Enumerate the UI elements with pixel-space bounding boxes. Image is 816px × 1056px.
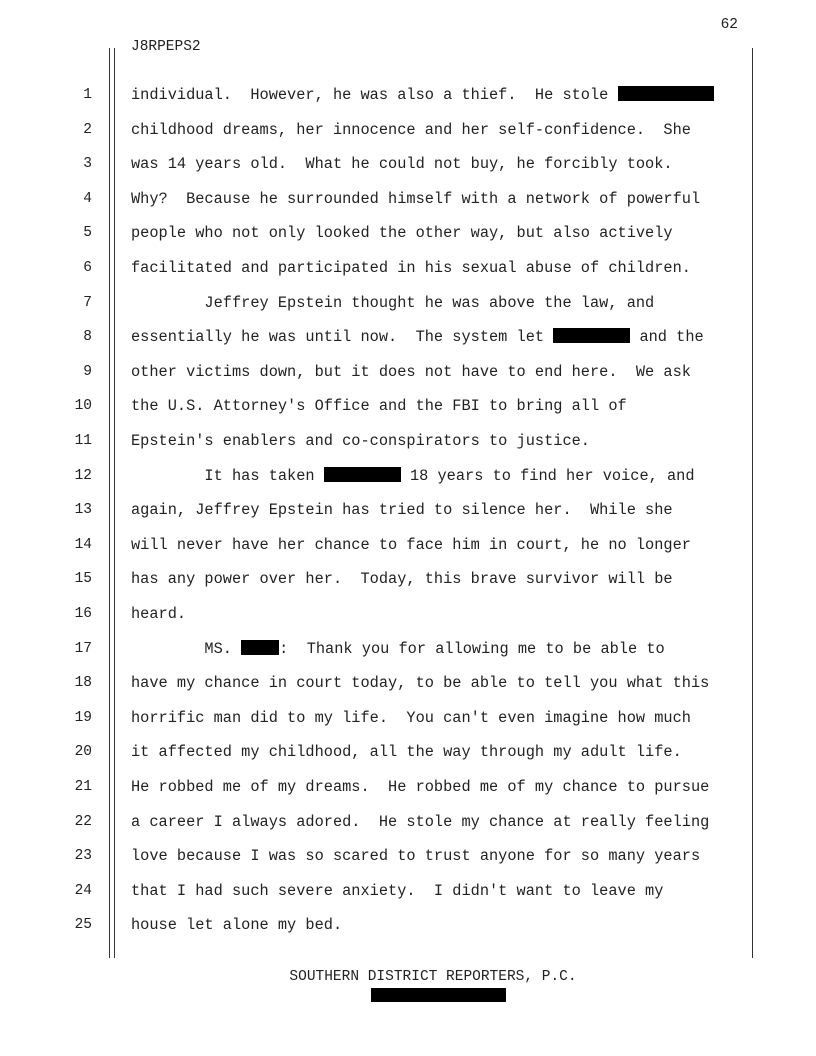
line-number: 8 [83,329,92,346]
line-text: : Thank you for allowing me to be able to [279,639,665,658]
line-number: 17 [74,640,92,657]
line-text: individual. However, he was also a thief. He stole [131,86,618,104]
line-number: 2 [83,121,92,138]
footer-redaction [371,988,506,1002]
line-number: 22 [74,813,92,830]
line-text: love because I was so scared to trust anyone for so many years [131,847,701,866]
redaction-bar [324,467,401,482]
line-text: horrific man did to my life. You can't even imagine how much [131,708,691,727]
transcript-line [131,258,691,278]
line-text: It has taken [131,466,324,485]
line-text: people who not only looked the other way, but also actively [131,224,673,243]
line-number: 25 [74,917,92,934]
redaction-bar [241,640,279,655]
line-text: MS. [131,639,242,658]
transcript-line [131,466,695,486]
redaction-bar [618,86,714,101]
line-text: house let alone my bed. [131,916,343,935]
line-text: He robbed me of my dreams. He robbed me of my chance to pursue [131,778,710,796]
line-number: 19 [74,709,92,726]
line-text: other victims down, but it does not have to end here. We ask [131,362,691,381]
line-number: 4 [83,190,92,207]
transcript-line [131,189,700,209]
line-text: and the [630,328,704,347]
line-number: 24 [74,882,92,899]
transcript-line [131,535,691,555]
right-margin-rule [752,48,753,958]
transcript-line [131,812,709,832]
transcript-line [131,154,673,174]
transcript-line [131,327,704,347]
line-text: will never have her chance to face him in court, he no longer [131,535,691,554]
transcript-line [131,569,673,589]
transcript-line [131,673,709,693]
line-number: 11 [74,433,92,449]
left-margin-rule [109,48,110,958]
line-text: 18 years to find her voice, and [400,466,695,485]
transcript-line [131,431,590,451]
transcript-line [131,396,627,416]
transcript-line [131,223,673,243]
line-number: 13 [74,502,92,519]
transcript-line [131,500,673,520]
line-text: childhood dreams, her innocence and her self-confidence. She [131,120,691,139]
transcript-line [131,742,682,762]
redaction-bar [553,328,630,343]
line-text: essentially he was until now. The system let [131,328,554,347]
transcript-line [131,639,665,659]
transcript-line [131,362,691,382]
transcript-line [131,846,700,866]
line-text: was 14 years old. What he could not buy, he forcibly took. [131,155,673,174]
line-number: 18 [74,675,92,692]
transcript-line [131,604,186,624]
transcript-line [131,85,714,105]
document-id: J8RPEPS2 [131,39,201,55]
line-text: the U.S. Attorney's Office and the FBI to bring all of [131,397,627,416]
line-number: 10 [74,398,92,415]
transcript-line [131,120,691,140]
page-number: 62 [720,17,738,33]
transcript-line [131,881,663,901]
line-number: 1 [83,87,92,103]
left-margin-rule-inner [114,48,115,958]
line-text: it affected my childhood, all the way through my adult life. [131,743,682,762]
line-text: Why? Because he surrounded himself with a network of powerful [131,189,701,208]
line-text: have my chance in court today, to be able to tell you what this [131,674,710,693]
line-number: 23 [74,848,92,865]
line-number: 9 [83,363,92,380]
line-text: has any power over her. Today, this brave survivor will be [131,570,673,589]
line-text: heard. [131,605,187,623]
line-text: Jeffrey Epstein thought he was above the law, and [131,293,655,312]
line-number: 16 [74,606,92,622]
line-number: 5 [83,225,92,242]
line-number: 21 [74,779,92,795]
line-text: that I had such severe anxiety. I didn't want to leave my [131,881,664,900]
line-number: 15 [74,571,92,588]
transcript-line [131,708,691,728]
line-text: facilitated and participated in his sexual abuse of children. [131,259,691,277]
line-number: 7 [83,294,92,311]
line-number: 6 [83,260,92,276]
transcript-line [131,293,654,313]
line-text: Epstein's enablers and co-conspirators to justice. [131,432,590,450]
line-number: 12 [74,467,92,484]
reporter-footer: SOUTHERN DISTRICT REPORTERS, P.C. [289,969,577,985]
line-number: 20 [74,744,92,761]
line-number: 3 [83,156,92,173]
line-number: 14 [74,536,92,553]
line-text: a career I always adored. He stole my chance at really feeling [131,812,710,831]
line-text: again, Jeffrey Epstein has tried to silence her. While she [131,501,673,520]
transcript-line [131,777,709,797]
transcript-line [131,915,342,935]
